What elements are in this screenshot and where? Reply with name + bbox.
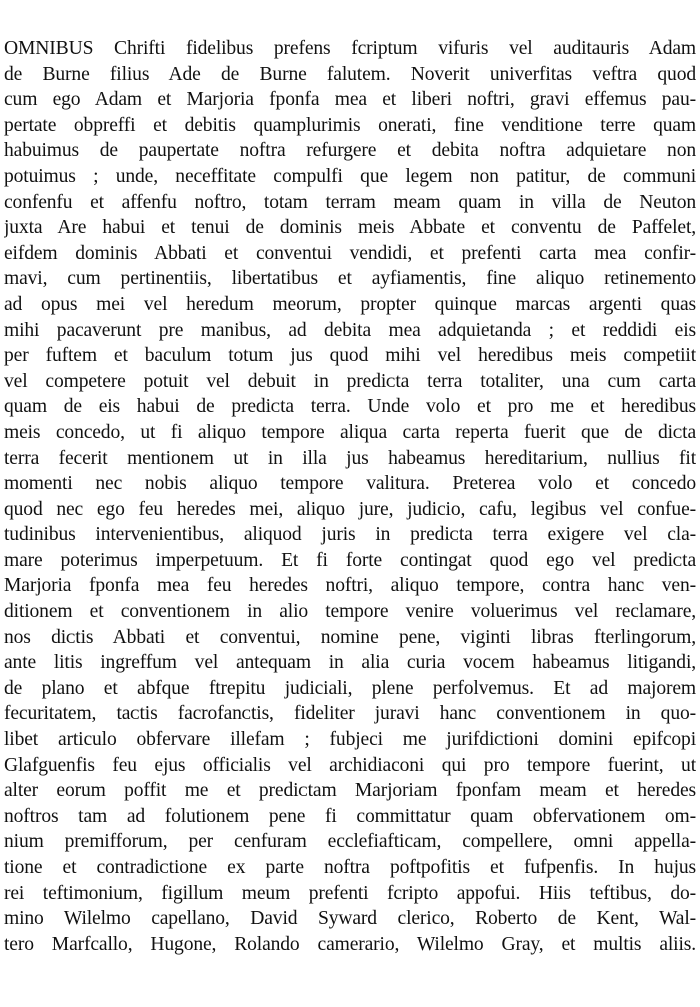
text-line: momenti nec nobis aliquo tempore valitura. Preterea volo et concedo: [4, 473, 696, 495]
text-line: tudinibus intervenientibus, aliquod juris in prediᴄta terra exigere vel cla-: [4, 524, 696, 546]
text-line: tione et contradiᴄtione ex parte noftra poftpofitis et fufpenfis. In hujus: [4, 857, 696, 878]
text-line: Glafguenfis feu ejus officialis vel archidiaconi qui pro tempore fuerint, ut: [4, 754, 696, 776]
text-line: vel competere potuit vel debuit in prediᴄta terra totaliter, una cum carta: [4, 370, 696, 392]
text-line: confenfu et affenfu noftro, totam terram meam quam in villa de Neuton: [4, 191, 696, 213]
text-line: de Burne filius Ade de Burne falutem. Noverit univerfitas veftra quod: [4, 63, 696, 85]
text-line: per fuftem et baculum totum jus quod mihi vel heredibus meis competiit: [4, 345, 696, 367]
text-line: quam de eis habui de prediᴄta terra. Unde volo et pro me et heredibus: [4, 396, 696, 418]
text-line: ditionem et conventionem in alio tempore venire voluerimus vel reclamare,: [4, 601, 696, 623]
text-line: fecuritatem, taᴄtis facrofanᴄtis, fideliter juravi hanc conventionem in quo-: [4, 703, 696, 725]
text-line: mavi, cum pertinentiis, libertatibus et ayfiamentis, fine aliquo retinemento: [4, 268, 696, 290]
text-line: libet articulo obfervare illefam ; fubjeci me jurifdiᴄtioni domini epifcopi: [4, 729, 696, 751]
text-line: nos diᴄtis Abbati et conventui, nomine pene, viginti libras fterlingorum,: [4, 626, 696, 648]
text-line: Marjoria fponfa mea feu heredes noftri, aliquo tempore, contra hanc ven-: [4, 575, 696, 597]
text-line: cum ego Adam et Marjoria fponfa mea et liberi noftri, gravi effemus pau-: [4, 89, 696, 111]
text-line: ad opus mei vel heredum meorum, propter quinque marcas argenti quas: [4, 293, 696, 315]
text-line: rei teftimonium, figillum meum prefenti fcripto appofui. Hiis teftibus, do-: [4, 882, 696, 904]
text-line: ante litis ingreffum vel antequam in alia curia vocem habeamus litigandi,: [4, 652, 696, 674]
text-line: mihi pacaverunt pre manibus, ad debita mea adquietanda ; et reddidi eis: [4, 319, 696, 341]
text-line: OMNIBUS Chrifti fidelibus prefens fcriptum vifuris vel auditauris Adam: [4, 38, 696, 59]
text-line: de plano et abfque ftrepitu judiciali, plene perfolvemus. Et ad majorem: [4, 677, 696, 699]
text-line: quod nec ego feu heredes mei, aliquo jure, judicio, cafu, legibus vel confue-: [4, 498, 696, 520]
text-line: mare poterimus imperpetuum. Et fi forte contingat quod ego vel prediᴄta: [4, 549, 696, 571]
text-line: alter eorum poffit me et prediᴄtam Marjoriam fponfam meam et heredes: [4, 780, 696, 802]
text-line: potuimus ; unde, neceffitate compulfi que legem non patitur, de communi: [4, 165, 696, 187]
text-line: habuimus de paupertate noftra refurgere et debita noftra adquietare non: [4, 140, 696, 162]
text-line: noftros tam ad folutionem pene fi committatur quam obfervationem om-: [4, 805, 696, 827]
text-line: pertate obpreffi et debitis quamplurimis onerati, fine venditione terre quam: [4, 114, 696, 136]
text-line: terra fecerit mentionem ut in illa jus habeamus hereditarium, nullius fit: [4, 447, 696, 469]
text-line: meis concedo, ut fi aliquo tempore aliqua carta reperta fuerit que de diᴄta: [4, 421, 696, 443]
text-line: nium premifforum, per cenfuram ecclefiafticam, compellere, omni appella-: [4, 831, 696, 853]
text-line: eifdem dominis Abbati et conventui vendidi, et prefenti carta mea confir-: [4, 242, 696, 264]
charter-text: [4, 36, 696, 957]
text-line: mino Wilelmo capellano, David Syward clerico, Roberto de Kent, Wal-: [4, 908, 696, 930]
text-line: juxta Are habui et tenui de dominis meis Abbate et conventu de Paffelet,: [4, 217, 696, 239]
text-line: tero Marfcallo, Hugone, Rolando camerario, Wilelmo Gray, et multis aliis.: [4, 933, 696, 955]
